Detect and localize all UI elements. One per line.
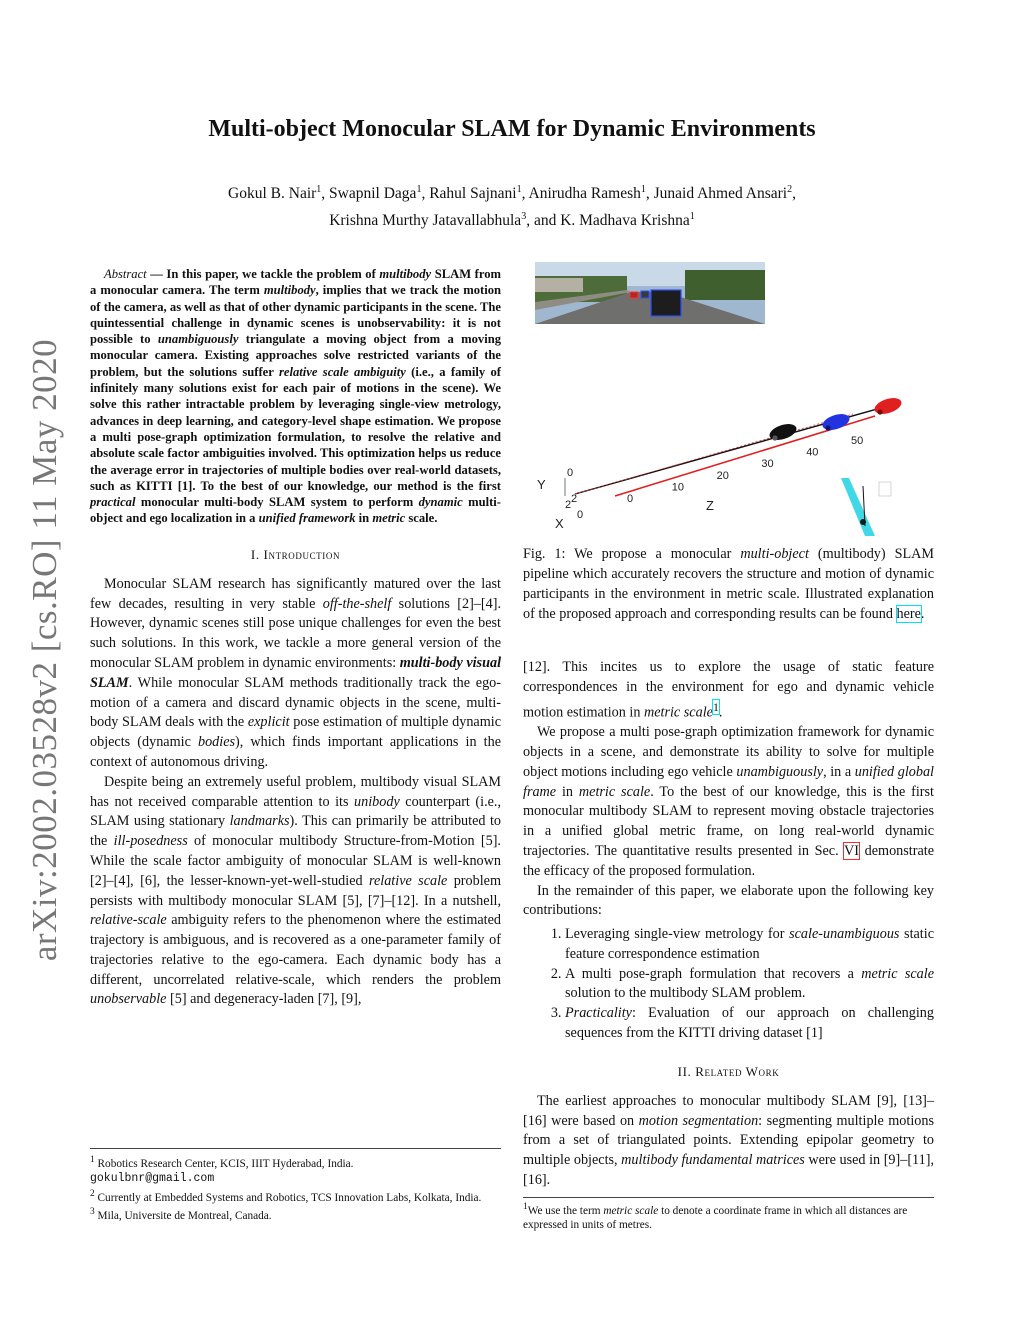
introduction-continued: [523, 658, 934, 1191]
text-run: scale.: [405, 511, 438, 526]
z-tick-label: 10: [671, 481, 685, 494]
text-run: to denote a coordinate frame in which all distances are expressed in units of metres.: [523, 1204, 908, 1232]
text-run: SLAM from a monocular camera. The term: [90, 267, 501, 298]
intro-paragraph: [523, 723, 934, 881]
intro-paragraph: [523, 658, 934, 723]
footnote-ref-link[interactable]: 1: [712, 699, 719, 714]
emphasis-text: metric scale: [643, 704, 713, 721]
trajectory-plot: [523, 326, 934, 536]
car-model-red: [873, 395, 904, 417]
text-run: A multi pose-graph formulation that recovers a: [565, 965, 862, 982]
emphasis-text: unambiguously: [736, 763, 824, 780]
emphasis-text: practical: [90, 495, 136, 510]
intro-paragraph: [90, 575, 501, 773]
text-run: . While monocular SLAM methods traditionally track the ego-motion of a camera and discard dynamic objects in the scene, multi-body SLAM deals with the: [90, 674, 501, 731]
author-affiliation-mark: 1: [640, 184, 646, 195]
emphasis-text: ill-posedness: [113, 833, 188, 850]
emphasis-text: scale-unambiguous: [789, 926, 900, 943]
text-run: .: [718, 704, 723, 721]
emphasis-text: unobservable: [90, 991, 167, 1008]
z-tick-label: 40: [806, 446, 819, 459]
footnote-3-mark: 3: [90, 1207, 95, 1218]
footnote-2-mark: 2: [90, 1188, 95, 1199]
emphasis-text: landmarks: [229, 813, 290, 830]
author-name: Gokul B. Nair: [228, 185, 317, 203]
emphasis-text: metric scale: [578, 783, 651, 800]
text-run: The earliest approaches to monocular multibody SLAM [9], [13]–[16] were based on: [523, 1092, 934, 1129]
z-tick-label: 30: [761, 458, 774, 471]
contribution-item: [565, 1004, 934, 1044]
car-model-blue: [821, 411, 852, 433]
author-name: Junaid Ahmed Ansari: [653, 185, 788, 203]
emphasis-text: unambiguously: [157, 332, 239, 347]
author-list: [100, 178, 924, 232]
text-run: demonstrate the efficacy of the proposed formulation.: [523, 842, 934, 879]
figure-1-caption: [523, 544, 934, 624]
author-affiliation-mark: 2: [787, 184, 793, 195]
emphasis-text: relative-scale: [90, 912, 167, 929]
text-run: .: [920, 606, 925, 622]
author-name: Anirudha Ramesh: [528, 185, 641, 203]
author-affiliation-mark: 3: [521, 211, 527, 223]
emphasis-text: Practicality: [565, 1005, 632, 1022]
author-name: Swapnil Daga: [329, 185, 417, 203]
contribution-item: [565, 965, 934, 1005]
section-heading-introduction: I. Introduction: [250, 546, 341, 562]
text-run: [5] and degeneracy-laden [7], [9],: [166, 991, 362, 1008]
y-tick-2: 2: [571, 493, 578, 505]
text-run: , implies that we track the motion of the camera, as well as that of other dynamic participants in the scene. The quintessential challenge in dynamic scenes is unobservability: it is not possible to: [90, 283, 501, 347]
emphasis-text: unibody: [354, 793, 400, 810]
text-run: We propose a multi pose-graph optimization framework for dynamic objects in a scene, and demonstrate its ability to solve for multiple object motions including ego vehicle: [523, 724, 934, 780]
text-run: in: [556, 783, 579, 800]
emphasis-text: multi-object: [740, 546, 809, 562]
text-run: problem persists with multibody monocular SLAM [5], [7]–[12]. In a nutshell,: [90, 872, 501, 909]
car-red-wheel: [877, 409, 882, 414]
footnote-1: [90, 1153, 501, 1187]
car-blue-body: [821, 411, 852, 433]
author-line-1: [100, 178, 924, 205]
author-name: Rahul Sajnani: [429, 185, 517, 203]
text-run: of monocular multibody Structure-from-Motion [5]. While the scale factor ambiguity of monocular SLAM is well-known [2]–[4], [6], the lesser-known-yet-well-studied: [90, 833, 501, 889]
related-work-paragraph: [523, 1092, 934, 1191]
emphasis-text: multibody: [379, 267, 432, 281]
inset-map: [831, 476, 893, 536]
photo-car-blue-box: [641, 291, 649, 298]
abstract-label: Abstract: [104, 267, 147, 281]
intro-paragraph: [90, 773, 501, 1011]
text-run: Leveraging single-view metrology for: [565, 926, 790, 943]
photo-trees-right: [685, 270, 765, 300]
author-name: K. Madhava Krishna: [560, 212, 690, 230]
emphasis-text: metric: [372, 511, 406, 526]
z-tick-label: 20: [716, 469, 729, 482]
text-run: in: [355, 511, 373, 526]
emphasis-text: unified framework: [258, 511, 356, 526]
author-separator: ,: [521, 185, 529, 203]
author-separator: ,: [421, 185, 430, 203]
footnote-2: [90, 1187, 501, 1205]
footnote-3: [90, 1205, 501, 1223]
author-separator: ,: [645, 185, 654, 203]
emphasis-text: metric scale: [603, 1204, 659, 1217]
right-column: [523, 262, 934, 1191]
footnote-1-text: Robotics Research Center, KCIS, IIIT Hyderabad, India.: [94, 1157, 354, 1170]
text-run: monocular multi-body SLAM system to perform: [135, 495, 419, 510]
photo-car-red: [630, 292, 638, 298]
emphasis-text: motion segmentation: [638, 1112, 759, 1129]
text-run: ). This can primarily be attributed to the: [90, 813, 502, 850]
text-run: ), which finds important applications in the context of autonomous driving.: [90, 734, 502, 770]
text-run: We use the term: [527, 1204, 604, 1217]
affiliation-footnotes: [90, 1148, 501, 1224]
text-run: multi-object and ego localization in a: [90, 495, 501, 526]
text-run: In the remainder of this paper, we elaborate upon the following key contributions:: [523, 882, 934, 919]
contribution-item: [565, 925, 934, 965]
car-black-body: [768, 421, 799, 443]
project-page-link[interactable]: here: [896, 606, 921, 622]
text-run: solution to the multibody SLAM problem.: [565, 985, 806, 1002]
intro-paragraph: [523, 882, 934, 922]
text-run: solutions [2]–[4]. However, dynamic scenes still pose unique challenges for even the best such solutions. In this work, we tackle a more general version of the monocular SLAM problem in dynamic environments:: [90, 595, 501, 671]
footnote-mark: 1: [523, 1202, 528, 1212]
photo-building: [535, 278, 583, 292]
strong-emphasis-text: multi-body visual SLAM: [90, 654, 502, 691]
arxiv-id-text: arXiv:2002.03528v2 [cs.RO] 11 May 2020: [25, 338, 65, 962]
text-run: static feature correspondence estimation: [565, 926, 934, 962]
author-separator: ,: [792, 185, 796, 203]
section-heading-related-work: II. Related Work: [677, 1063, 780, 1079]
emphasis-text: dynamic: [418, 495, 463, 510]
emphasis-text: multibody: [263, 283, 316, 298]
x-tick-2: 2: [565, 499, 572, 511]
text-run: , in a: [823, 763, 855, 780]
left-column: [90, 266, 501, 1010]
y-tick-0: 0: [567, 467, 574, 479]
paper-title: Multi-object Monocular SLAM for Dynamic Environments: [208, 116, 816, 142]
text-run: . To the best of our knowledge, this is the first monocular multibody SLAM to represent moving obstacle trajectories in a unified global metric frame, on long real-world dynamic trajectories. The quantitative results presented in Sec.: [523, 783, 934, 859]
related-work-body: [523, 1092, 934, 1191]
z-tick-label: 50: [851, 435, 864, 447]
contribution-list: [523, 925, 934, 1044]
author-affiliation-mark: 1: [689, 211, 695, 223]
emphasis-text: metric scale: [861, 965, 934, 982]
car-red-body: [873, 395, 904, 417]
text-run: Despite being an extremely useful problem, multibody visual SLAM has not received comparable attention to its: [90, 773, 501, 810]
footnote-3-text: Mila, Universite de Montreal, Canada.: [94, 1210, 272, 1223]
kitti-street-photo: [535, 262, 765, 324]
metric-scale-footnote: [523, 1197, 934, 1233]
footnote-metric-scale: [523, 1200, 934, 1233]
author-email: gokulbnr@gmail.com: [90, 1172, 215, 1186]
footnote-1-mark: 1: [90, 1155, 95, 1165]
text-run: triangulate a moving object from a moving monocular camera. Existing approaches solve restricted variants of the problem, but the solutions suffer: [90, 332, 502, 379]
car-model-black: [768, 421, 799, 443]
text-run: — In this paper, we tackle the problem of: [150, 267, 380, 281]
x-axis-label: X: [555, 516, 564, 531]
right-paragraphs: [523, 658, 934, 921]
figure-1: [523, 262, 934, 624]
z-axis-label: Z: [706, 498, 714, 513]
author-line-2: [100, 205, 924, 232]
emphasis-text: relative scale ambiguity: [278, 364, 406, 379]
emphasis-text: unified global frame: [523, 763, 934, 800]
text-run: counterpart (i.e., SLAM using stationary: [90, 793, 502, 830]
author-affiliation-mark: 1: [316, 184, 322, 195]
abstract: [90, 266, 501, 527]
author-separator: , and: [526, 212, 561, 230]
author-affiliation-mark: 1: [516, 184, 522, 195]
emphasis-text: explicit: [247, 714, 290, 731]
text-run: Monocular SLAM research has significantly matured over the last few decades, resulting in very stable: [90, 575, 501, 612]
z-tick-label: 0: [627, 493, 634, 505]
text-run: pose estimation of multiple dynamic objects (dynamic: [90, 714, 501, 751]
y-axis-label: Y: [537, 477, 546, 492]
text-run: ambiguity refers to the phenomenon where the estimated trajectory is ambiguous, and is recovered as a one-parameter family of trajectories relative to the ego-camera. Each dynamic body has a different, uncorrelated relative-scale, which renders the problem: [90, 912, 501, 988]
emphasis-text: relative scale: [368, 872, 448, 889]
introduction-body: [90, 575, 501, 1011]
emphasis-text: multibody fundamental matrices: [621, 1152, 805, 1169]
text-run: were used in [9]–[11], [16].: [523, 1152, 934, 1189]
text-run: : segmenting multiple motions from a set of triangulated points. Extending epipolar geometry to multiple objects,: [523, 1112, 934, 1169]
text-run: : Evaluation of our approach on challenging sequences from the KITTI driving dataset [1]: [565, 1005, 934, 1042]
text-run: (multibody) SLAM pipeline which accurately recovers the structure and motion of dynamic participants in the environment in metric scale. Illustrated explanation of the proposed approach and corresponding results can be found: [523, 546, 934, 622]
text-run: Fig. 1: We propose a monocular: [523, 546, 741, 562]
car-blue-wheel: [825, 425, 830, 430]
car-black-wheel: [772, 435, 777, 440]
emphasis-text: bodies: [197, 734, 236, 751]
text-run: (i.e., a family of infinitely many solutions exist for each pair of motions in the scene). We solve this rather intractable problem by leveraging single-view metrology, advances in deep learning, and category-level shape estimation. We propose a multi pose-graph optimization formulation, to resolve the relative and absolute scale factor ambiguities involved. This optimization helps us reduce the average error in trajectories of multiple bodies over real-world datasets, such as KITTI [1]. To the best of our knowledge, our method is the first: [90, 364, 502, 493]
author-affiliation-mark: 1: [416, 184, 422, 195]
author-name: Krishna Murthy Jatavallabhula: [329, 212, 522, 230]
text-run: [12]. This incites us to explore the usage of static feature correspondences in the environment for ego and dynamic vehicle motion estimation in: [523, 659, 934, 721]
x-tick-0: 0: [577, 509, 584, 521]
section-ref-link[interactable]: VI: [844, 842, 860, 859]
arxiv-identifier: [20, 340, 70, 960]
emphasis-text: off-the-shelf: [322, 595, 392, 612]
photo-car-black: [651, 290, 681, 316]
author-separator: ,: [321, 185, 330, 203]
footnote-2-text: Currently at Embedded Systems and Robotics, TCS Innovation Labs, Kolkata, India.: [94, 1191, 482, 1204]
